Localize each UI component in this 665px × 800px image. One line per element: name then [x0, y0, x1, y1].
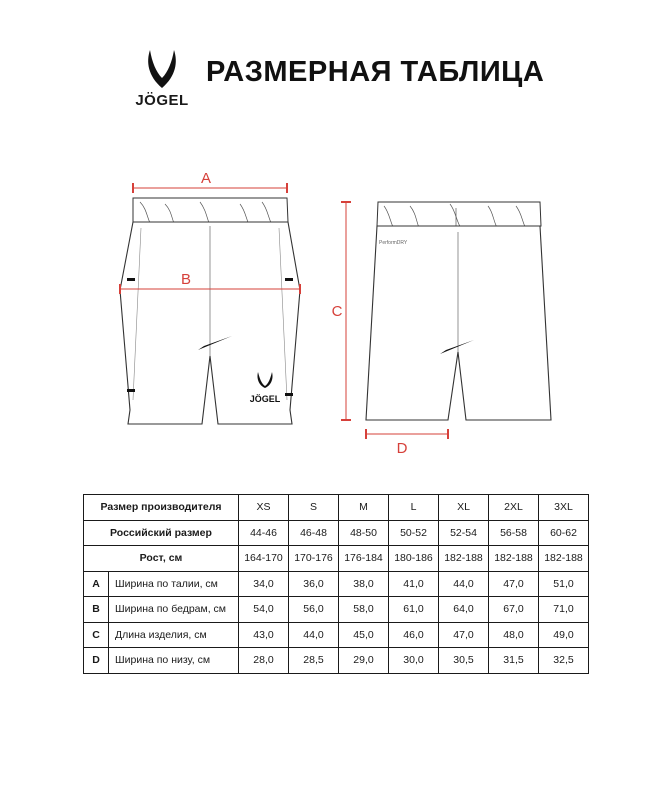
measure-value: 54,0	[239, 597, 289, 623]
measure-value: 48,0	[489, 622, 539, 648]
russian-size-cell: 52-54	[439, 520, 489, 546]
measure-label: Ширина по низу, см	[109, 648, 239, 674]
measure-value: 36,0	[289, 571, 339, 597]
height-cell: 164-170	[239, 546, 289, 572]
russian-size-cell: 44-46	[239, 520, 289, 546]
dimension-a-label: A	[200, 170, 212, 187]
table-row	[84, 597, 589, 623]
height-cell: 176-184	[339, 546, 389, 572]
measure-value: 49,0	[539, 622, 589, 648]
measure-value: 47,0	[489, 571, 539, 597]
height-cell: 180-186	[389, 546, 439, 572]
measure-value: 31,5	[489, 648, 539, 674]
measure-letter: B	[84, 597, 109, 623]
measure-value: 43,0	[239, 622, 289, 648]
table-row	[84, 495, 589, 521]
height-cell: 182-188	[489, 546, 539, 572]
measure-label: Ширина по бедрам, см	[109, 597, 239, 623]
measure-value: 67,0	[489, 597, 539, 623]
size-cell: M	[339, 495, 389, 521]
russian-size-cell: 56-58	[489, 520, 539, 546]
measure-value: 34,0	[239, 571, 289, 597]
height-cell: 182-188	[539, 546, 589, 572]
measure-value: 29,0	[339, 648, 389, 674]
shorts-front-view	[120, 198, 300, 424]
dimension-a	[133, 170, 287, 188]
measure-value: 46,0	[389, 622, 439, 648]
measure-value: 58,0	[339, 597, 389, 623]
table-row	[84, 648, 589, 674]
height-cell: 182-188	[439, 546, 489, 572]
brand-wordmark: JÖGEL	[135, 92, 189, 109]
page-title: РАЗМЕРНАЯ ТАБЛИЦА	[206, 56, 545, 88]
russian-size-cell: 50-52	[389, 520, 439, 546]
size-table	[83, 494, 589, 674]
dimension-c	[332, 202, 346, 420]
russian-size-cell: 60-62	[539, 520, 589, 546]
measure-value: 64,0	[439, 597, 489, 623]
height-header: Рост, см	[84, 546, 239, 572]
table-row	[84, 571, 589, 597]
measure-value: 44,0	[289, 622, 339, 648]
measure-value: 45,0	[339, 622, 389, 648]
measure-label: Длина изделия, см	[109, 622, 239, 648]
measure-value: 51,0	[539, 571, 589, 597]
table-row	[84, 520, 589, 546]
dimension-d-label: D	[396, 440, 408, 457]
dimension-b-label: B	[180, 271, 192, 288]
measure-letter: C	[84, 622, 109, 648]
measure-value: 28,5	[289, 648, 339, 674]
size-cell: XL	[439, 495, 489, 521]
manufacturer-size-header: Размер производителя	[84, 495, 239, 521]
size-cell: 3XL	[539, 495, 589, 521]
table-row	[84, 546, 589, 572]
dimension-c-label: C	[331, 303, 343, 320]
russian-size-header: Российский размер	[84, 520, 239, 546]
size-cell: 2XL	[489, 495, 539, 521]
size-cell: XS	[239, 495, 289, 521]
shorts-back-view	[366, 202, 551, 420]
size-cell: L	[389, 495, 439, 521]
size-cell: S	[289, 495, 339, 521]
measure-label: Ширина по талии, см	[109, 571, 239, 597]
measure-value: 38,0	[339, 571, 389, 597]
measure-letter: D	[84, 648, 109, 674]
measure-value: 32,5	[539, 648, 589, 674]
dimension-d	[366, 434, 448, 457]
measure-value: 44,0	[439, 571, 489, 597]
measure-value: 30,5	[439, 648, 489, 674]
measure-value: 61,0	[389, 597, 439, 623]
table-row	[84, 622, 589, 648]
measure-value: 47,0	[439, 622, 489, 648]
measure-value: 30,0	[389, 648, 439, 674]
measure-value: 56,0	[289, 597, 339, 623]
front-logo-text: JÖGEL	[249, 394, 281, 404]
measure-value: 71,0	[539, 597, 589, 623]
measure-letter: A	[84, 571, 109, 597]
measure-value: 28,0	[239, 648, 289, 674]
height-cell: 170-176	[289, 546, 339, 572]
russian-size-cell: 46-48	[289, 520, 339, 546]
measure-value: 41,0	[389, 571, 439, 597]
back-tag-text: PerformDRY	[379, 240, 408, 246]
russian-size-cell: 48-50	[339, 520, 389, 546]
